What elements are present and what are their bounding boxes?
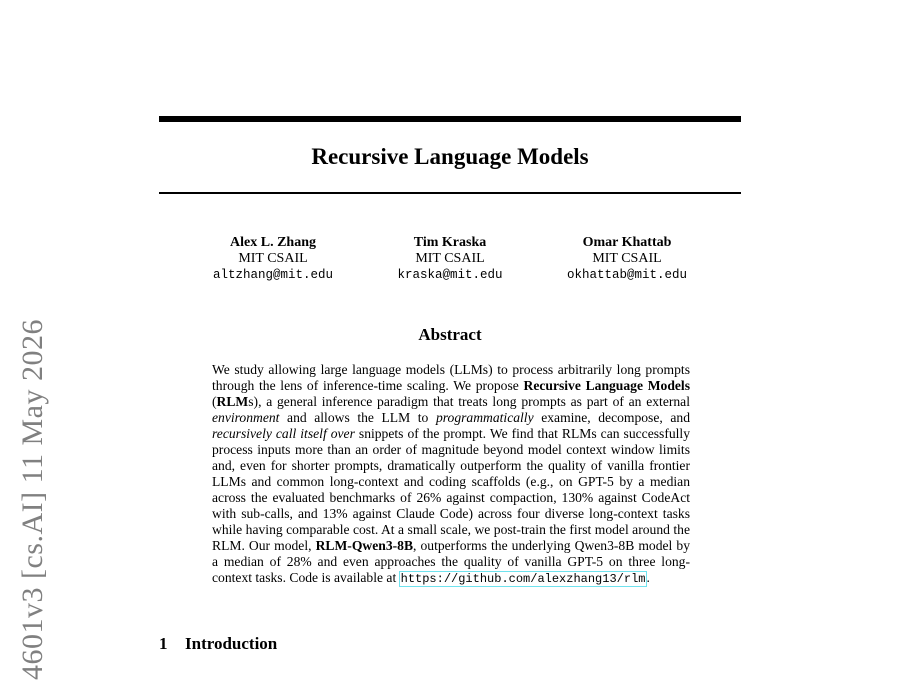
abstract-text-run: snippets of the prompt. We find that RLMs can successfully process inputs more than an order of magnitude beyond model context window limits and, even for shorter prompts, dramatically outperform the quality of vanilla frontier LLMs and common long-context and coding scaffolds (e.g., on GPT-5 by a median across the evaluated benchmarks of 26% against compaction, 130% against CodeAct with sub-calls, and 13% against Claude Code) across four diverse long-context tasks while having comparable cost. At a small scale, we post-train the first model around the RLM. Our model, [212,426,690,553]
abstract-text [212,362,690,587]
abstract-bold-term: RLM [216,394,249,409]
author-email: altzhang@mit.edu [212,268,334,282]
section-number: 1 [159,634,168,653]
abstract-bold-term: Recursive Language Models [523,378,690,393]
arxiv-identifier-stamp: 4601v3 [cs.AI] 11 May 2026 [16,318,49,680]
author-email: okhattab@mit.edu [566,268,688,282]
author-name: Tim Kraska [413,235,487,250]
author-email: kraska@mit.edu [397,268,503,282]
abstract-text-run: and allows the LLM to [279,410,436,425]
author-affiliation: MIT CSAIL [415,251,485,266]
abstract-text-run: . [646,570,650,585]
author-affiliation: MIT CSAIL [238,251,308,266]
abstract-text-run: ( [212,394,217,409]
abstract-heading: Abstract [418,325,482,344]
abstract-text-run: We study allowing large language models (LLMs) to process arbitrarily long prompts through the lens of inference-time scaling. We propose [212,362,690,393]
author-affiliation: MIT CSAIL [592,251,662,266]
abstract-italic-term: recursively call itself over [212,426,355,441]
section-heading-introduction [159,633,277,655]
abstract-text-run: s), a general inference paradigm that treats long prompts as part of an external [248,394,690,409]
author-name: Omar Khattab [582,235,672,250]
abstract-text-run: , outperforms the underlying Qwen3-8B model by a median of 28% and even approaches the quality of vanilla GPT-5 on three long-context tasks. Code is available at [212,538,690,585]
author-name: Alex L. Zhang [230,235,316,250]
author-block [532,235,722,283]
abstract-bold-term: RLM-Qwen3-8B [315,538,414,553]
abstract-italic-term: programmatically [435,410,534,425]
abstract-italic-term: environment [212,410,280,425]
abstract-text-run: examine, decompose, and [533,410,690,425]
section-title: Introduction [185,634,278,653]
paper-title: Recursive Language Models [311,144,589,169]
title-top-rule [159,116,741,122]
title-bottom-rule [159,192,741,194]
code-repository-link[interactable]: https://github.com/alexzhang13/rlm [400,572,646,586]
author-block [355,235,545,283]
author-block [178,235,368,283]
